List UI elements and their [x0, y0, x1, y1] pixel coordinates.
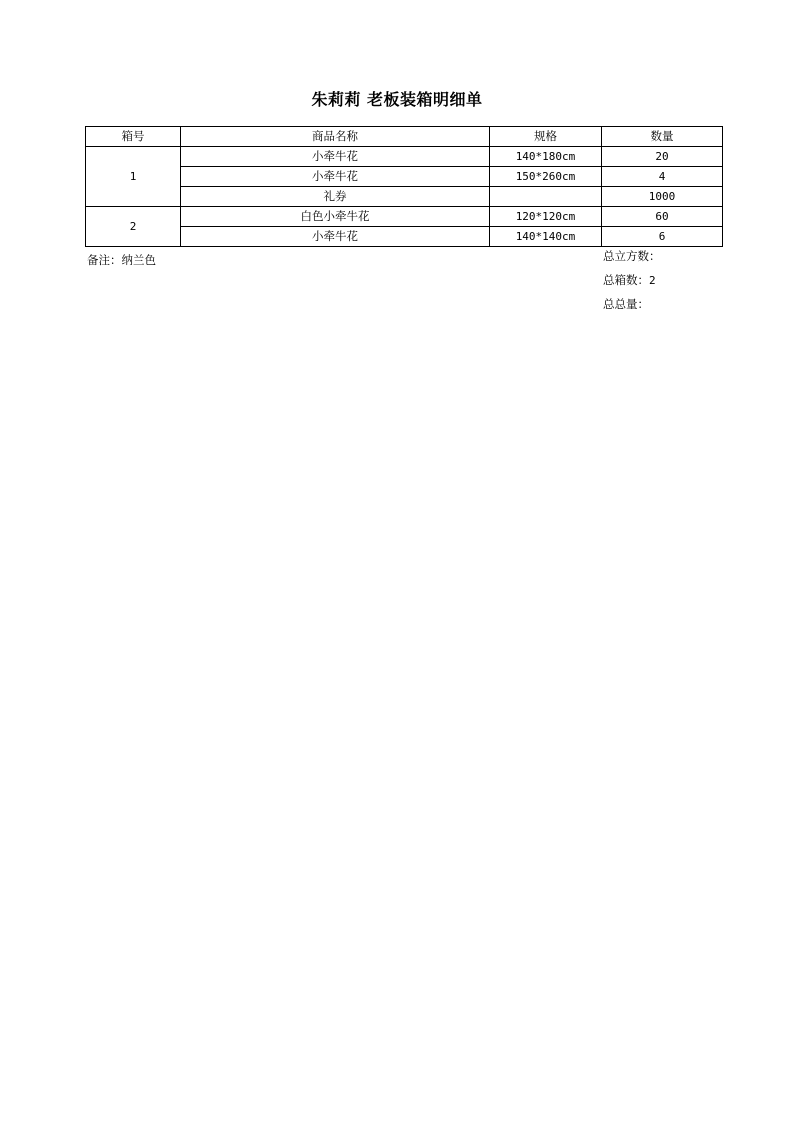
total-volume-label: 总立方数： [603, 249, 661, 263]
remark-label: 备注： [87, 253, 122, 267]
box-number-cell: 2 [86, 207, 181, 247]
table-row [86, 187, 723, 207]
quantity-cell: 6 [602, 227, 723, 247]
product-name-cell: 小牵牛花 [181, 167, 490, 187]
header-spec: 规格 [490, 127, 602, 147]
spec-cell [490, 187, 602, 207]
spec-cell: 150*260cm [490, 167, 602, 187]
product-name-cell: 白色小牵牛花 [181, 207, 490, 227]
header-quantity: 数量 [602, 127, 723, 147]
quantity-cell: 60 [602, 207, 723, 227]
header-product-name: 商品名称 [181, 127, 490, 147]
quantity-cell: 1000 [602, 187, 723, 207]
total-boxes-label: 总箱数： [603, 273, 649, 287]
header-box-no: 箱号 [86, 127, 181, 147]
product-name-cell: 礼券 [181, 187, 490, 207]
packing-list-table [85, 126, 723, 247]
document-title: 朱莉莉 老板装箱明细单 [311, 90, 483, 109]
table-row [86, 147, 723, 167]
product-name-cell: 小牵牛花 [181, 227, 490, 247]
total-boxes-value: 2 [649, 274, 656, 287]
total-weight-label: 总总量： [603, 297, 649, 311]
quantity-cell: 4 [602, 167, 723, 187]
table-row [86, 167, 723, 187]
remark-value: 纳兰色 [121, 253, 156, 267]
table-row [86, 227, 723, 247]
quantity-cell: 20 [602, 147, 723, 167]
total-weight [603, 296, 661, 320]
product-name-cell: 小牵牛花 [181, 147, 490, 167]
totals-section [603, 248, 661, 320]
spec-cell: 120*120cm [490, 207, 602, 227]
table-header-row [86, 127, 723, 147]
spec-cell: 140*180cm [490, 147, 602, 167]
total-boxes [603, 272, 661, 296]
table-row [86, 207, 723, 227]
box-number-cell: 1 [86, 147, 181, 207]
total-volume [603, 248, 661, 272]
spec-cell: 140*140cm [490, 227, 602, 247]
remark [87, 252, 156, 268]
